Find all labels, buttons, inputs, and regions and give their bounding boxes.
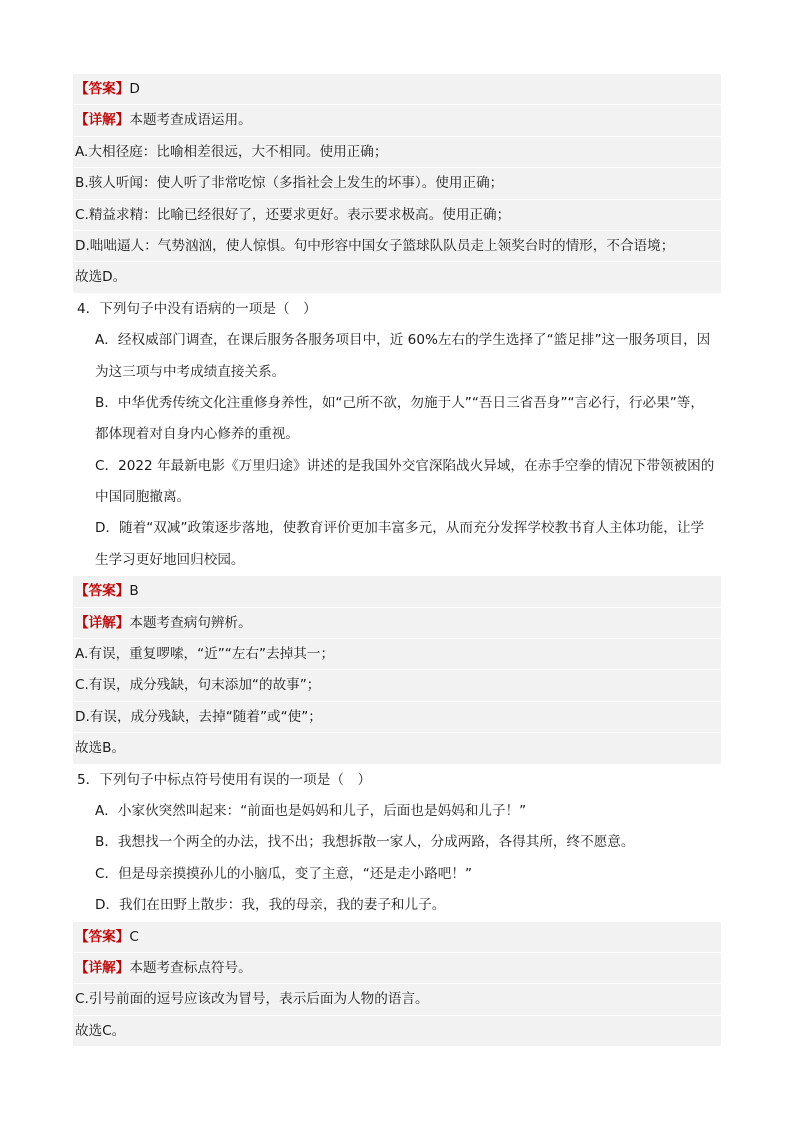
answer-line xyxy=(73,922,721,953)
option-line-a: A．小家伙突然叫起来：“前面也是妈妈和儿子，后面也是妈妈和儿子！” xyxy=(95,802,527,819)
detail-tag: 【详解】 xyxy=(75,112,130,129)
detail-line: A.大相径庭：比喻相差很远，大不相同。使用正确； xyxy=(73,137,721,168)
detail-line: D.咄咄逼人：气势汹汹，使人惊惧。句中形容中国女子篮球队队员走上领奖台时的情形，不合语境； xyxy=(73,231,721,262)
detail-line: 故选B。 xyxy=(73,733,721,764)
answer-block-q5 xyxy=(73,922,721,1048)
answer-value: B xyxy=(129,583,139,600)
detail-line xyxy=(73,608,721,639)
option-line-b: B．中华优秀传统文化注重修身养性，如“己所不欲，勿施于人”“吾日三省吾身”“言必行，行必果”等， xyxy=(95,394,704,411)
option-line-b: B．我想找一个两全的办法，找不出；我想拆散一家人，分成两路，各得其所，终不愿意。 xyxy=(95,834,635,851)
detail-line xyxy=(73,953,721,984)
document-page xyxy=(73,74,721,1047)
answer-value: D xyxy=(129,81,140,97)
option-line-d: D．我们在田野上散步：我，我的母亲，我的妻子和儿子。 xyxy=(95,897,446,914)
question-block-5 xyxy=(73,765,721,922)
option-line-c: C．2022 年最新电影《万里归途》讲述的是我国外交官深陷战火异域，在赤手空拳的情况下带领被困的 xyxy=(95,457,715,474)
detail-line: C.引号前面的逗号应该改为冒号，表示后面为人物的语言。 xyxy=(73,984,721,1015)
question-stem: 5．下列句子中标点符号使用有误的一项是（ ） xyxy=(77,771,372,788)
detail-line: C.有误，成分残缺，句末添加“的故事”； xyxy=(73,670,721,701)
answer-block-q3 xyxy=(73,74,721,294)
detail-text: 本题考查成语运用。 xyxy=(129,112,252,129)
answer-block-q4 xyxy=(73,576,721,764)
detail-text: 本题考查标点符号。 xyxy=(129,959,252,976)
question-block-4 xyxy=(73,294,721,577)
detail-line xyxy=(73,105,721,136)
question-stem: 4．下列句子中没有语病的一项是（ ） xyxy=(77,300,317,317)
answer-value: C xyxy=(129,928,139,945)
detail-tag: 【详解】 xyxy=(75,959,130,976)
detail-line: D.有误，成分残缺，去掉“随着”或“使”； xyxy=(73,702,721,733)
answer-tag: 【答案】 xyxy=(75,928,130,945)
option-line-a: A．经权威部门调查，在课后服务各服务项目中，近 60%左右的学生选择了“篮足排”这一服务项目，因 xyxy=(95,332,711,349)
detail-text: 本题考查病句辨析。 xyxy=(129,614,252,631)
detail-line: B.骇人听闻：使人听了非常吃惊（多指社会上发生的坏事）。使用正确； xyxy=(73,168,721,199)
answer-line xyxy=(73,74,721,105)
option-line-b-cont: 都体现着对自身内心修养的重视。 xyxy=(95,426,299,443)
answer-line xyxy=(73,576,721,607)
detail-line: 故选D。 xyxy=(73,262,721,293)
detail-line: 故选C。 xyxy=(73,1016,721,1047)
option-line-a-cont: 为这三项与中考成绩直接关系。 xyxy=(95,363,286,380)
option-line-d: D．随着“双减”政策逐步落地，使教育评价更加丰富多元，从而充分发挥学校教书育人主体功能，让学 xyxy=(95,520,705,537)
answer-tag: 【答案】 xyxy=(75,81,130,97)
detail-tag: 【详解】 xyxy=(75,614,130,631)
option-line-d-cont: 生学习更好地回归校园。 xyxy=(95,551,245,568)
answer-tag: 【答案】 xyxy=(75,583,130,600)
detail-line: A.有误，重复啰嗦，“近”“左右”去掉其一； xyxy=(73,639,721,670)
option-line-c: C．但是母亲摸摸孙儿的小脑瓜，变了主意，“还是走小路吧！” xyxy=(95,865,473,882)
option-line-c-cont: 中国同胞撤离。 xyxy=(95,489,191,506)
detail-line: C.精益求精：比喻已经很好了，还要求更好。表示要求极高。使用正确； xyxy=(73,200,721,231)
